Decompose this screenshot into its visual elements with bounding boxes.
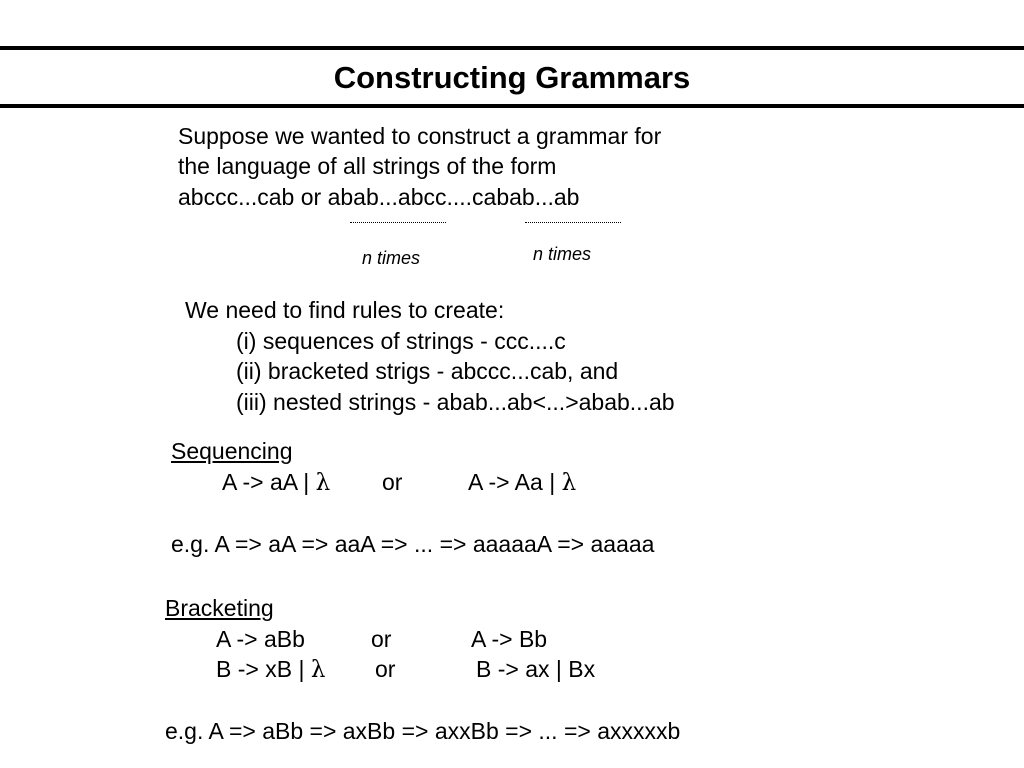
n-times-annotation-2: n times <box>533 244 592 264</box>
bracketing-row2-left: B -> xB | λ <box>216 656 326 683</box>
sequencing-left-rule: A -> aA | λ <box>222 469 331 496</box>
intro-line-2: the language of all strings of the form <box>178 153 557 179</box>
sequencing-example: e.g. A => aA => aaA => ... => aaaaaA => aaaaa <box>171 531 655 557</box>
sequencing-heading: Sequencing <box>171 438 293 464</box>
lambda-symbol: λ <box>561 470 577 496</box>
bracketing-heading: Bracketing <box>165 595 274 621</box>
sequencing-or: or <box>382 469 403 495</box>
bracketing-example: e.g. A => aBb => axBb => axxBb => ... => axxxxxb <box>165 718 681 744</box>
sequencing-right-rule: A -> Aa | λ <box>468 469 577 496</box>
bracketing-row2-or: or <box>375 656 396 682</box>
rules-lead: We need to find rules to create: <box>185 297 505 323</box>
n-times-annotation-1: n times <box>362 248 421 268</box>
intro-line-1: Suppose we wanted to construct a grammar for <box>178 123 662 149</box>
bracket-dotted-underline-1 <box>350 222 446 223</box>
bracket-dotted-underline-2 <box>525 222 621 223</box>
bracketing-row1-left: A -> aBb <box>216 626 305 652</box>
rules-item-2: (ii) bracketed strigs - abccc...cab, and <box>236 358 619 384</box>
top-rule <box>0 46 1024 50</box>
bracketing-row1-right: A -> Bb <box>471 626 548 652</box>
rules-item-1: (i) sequences of strings - ccc....c <box>236 328 566 354</box>
bracketing-row1-or: or <box>371 626 392 652</box>
intro-line-3: abccc...cab or abab...abcc....cabab...ab <box>178 184 580 210</box>
bottom-rule <box>0 104 1024 108</box>
slide-title: Constructing Grammars <box>333 60 691 95</box>
lambda-symbol: λ <box>310 657 326 683</box>
rules-item-3: (iii) nested strings - abab...ab<...>abab...ab <box>236 389 675 415</box>
bracketing-row2-right: B -> ax | Bx <box>476 656 596 682</box>
lambda-symbol: λ <box>315 470 331 496</box>
